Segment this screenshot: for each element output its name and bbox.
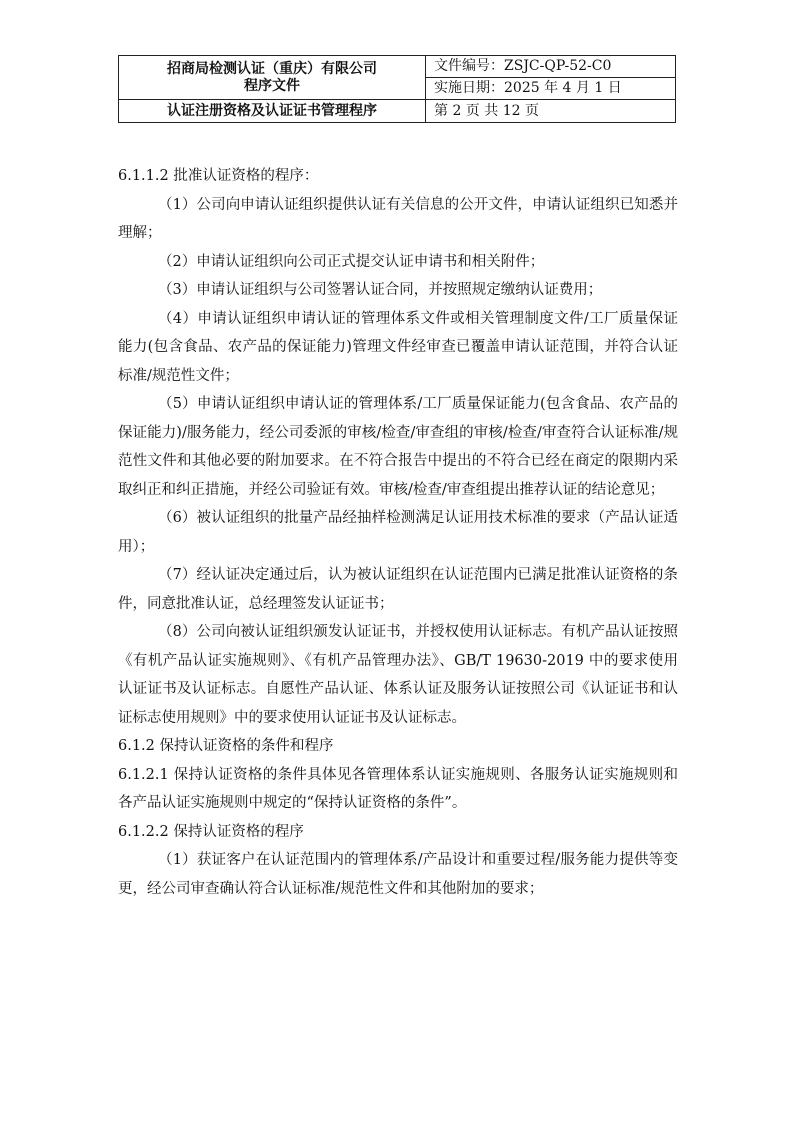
company-name: 招商局检测认证（重庆）有限公司	[167, 60, 377, 77]
body-paragraph: 6.1.2 保持认证资格的条件和程序	[118, 738, 334, 754]
document-type: 程序文件	[244, 77, 300, 94]
body-paragraph: （2）申请认证组织向公司正式提交认证申请书和相关附件；	[158, 253, 545, 270]
document-number: 文件编号：ZSJC-QP-52-C0	[426, 56, 676, 78]
body-paragraph: （3）申请认证组织与公司签署认证合同，并按照规定缴纳认证费用；	[158, 282, 603, 298]
body-paragraph: （7）经认证决定通过后，认为被认证组织在认证范围内已满足批准认证资格的条件，同意批准认证，总经理签发认证证书；	[118, 567, 678, 612]
body-paragraph: （1）获证客户在认证范围内的管理体系/产品设计和重要过程/服务能力提供等变更，经公司审查确认符合认证标准/规范性文件和其他附加的要求；	[118, 852, 678, 897]
document-header-table	[118, 55, 676, 123]
company-cell	[119, 56, 426, 100]
body-paragraph: （4）申请认证组织申请认证的管理体系文件或相关管理制度文件/工厂质量保证能力(包含食品、农产品的保证能力)管理文件经审查已覆盖申请认证范围，并符合认证标准/规范性文件；	[118, 310, 678, 384]
document-body	[118, 162, 678, 903]
body-paragraph: 6.1.1.2 批准认证资格的程序：	[118, 168, 319, 184]
body-paragraph: 6.1.2.2 保持认证资格的程序	[118, 823, 304, 840]
procedure-title: 认证注册资格及认证证书管理程序	[119, 100, 426, 123]
body-paragraph: （5）申请认证组织申请认证的管理体系/工厂质量保证能力(包含食品、农产品的保证能力)/服务能力，经公司委派的审核/检查/审查组的审核/检查/审查符合认证标准/规范性文件和其他必要的附加要求。在不符合报告中提出的不符合已经在商定的限期内采取纠正和纠正措施，并经公司验证有效。审核/检查/审查组提出推荐认证的结论意见；	[118, 396, 678, 498]
body-paragraph: （1）公司向申请认证组织提供认证有关信息的公开文件，申请认证组织已知悉并理解；	[118, 196, 678, 241]
body-paragraph: （8）公司向被认证组织颁发认证证书，并授权使用认证标志。有机产品认证按照《有机产品认证实施规则》、《有机产品管理办法》、GB/T 19630-2019 中的要求使用认证证书及认证标志。自愿性产品认证、体系认证及服务认证按照公司《认证证书和认证标志使用规则》中的要求使用认证证书及认证标志。	[118, 624, 678, 726]
effective-date: 实施日期：2025 年 4 月 1 日	[426, 78, 676, 100]
body-paragraph: （6）被认证组织的批量产品经抽样检测满足认证用技术标准的要求（产品认证适用）；	[118, 510, 678, 555]
page-number: 第 2 页 共 12 页	[426, 100, 676, 123]
body-paragraph: 6.1.2.1 保持认证资格的条件具体见各管理体系认证实施规则、各服务认证实施规则和各产品认证实施规则中规定的“保持认证资格的条件”。	[118, 766, 678, 811]
